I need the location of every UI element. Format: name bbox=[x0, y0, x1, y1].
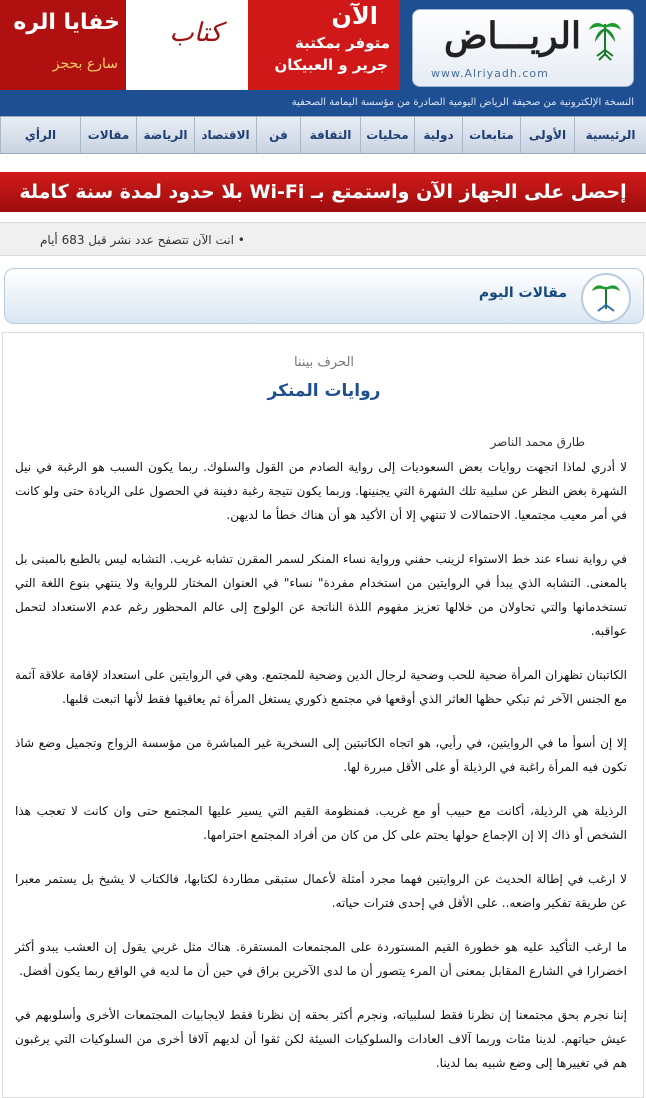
article-paragraph: في رواية نساء عند خط الاستواء لزينب حفني ورواية نساء المنكر لسمر المقرن تشابه غريب. التشابه ليس بالطبع بالمبنى بل بالمعنى. التشابه الذي يبدأ في الروايتين من استخدام مفردة" نساء" في العنوان المختار للرواية ولا ينتهي بنوع اللغة التي تستخدمانها والتي تحاولان من خلالها تعزيز مفهوم اللذة الناتجة عن الولوج إلى عالم المحظور رغم عدم الاستعداد لتحمل عواقبه. bbox=[15, 552, 627, 638]
site-header bbox=[0, 0, 646, 92]
nav-item-culture[interactable]: الثقافة bbox=[300, 117, 360, 153]
title-ad[interactable] bbox=[0, 0, 126, 90]
article-paragraph: لا أدري لماذا اتجهت روايات بعض السعوديات إلى رواية الصادم من القول والسلوك. ربما يكون السبب هو الرغبة في نيل الشهرة بغض النظر عن سلبية تلك الشهرة التي يجنينها. وربما يكون نتيجة رغبة دفينة في الحصول على الريادة حتى ولو كانت في أمر معيب مجتمعيا. الاحتمالات لا تنتهي إلا أن الأكيد هو أن هناك خطأ ما لديهن. bbox=[15, 460, 627, 522]
title-ad-line2: سارع بحجز bbox=[52, 56, 118, 72]
title-ad-line1: خفايا الره bbox=[13, 10, 120, 35]
book-ad-text: كتاب bbox=[169, 18, 222, 48]
logo-wordmark: الريـــاض bbox=[444, 15, 581, 57]
palm-icon bbox=[583, 275, 629, 321]
ad-divider bbox=[238, 0, 248, 90]
nav-item-articles[interactable]: مقالات bbox=[80, 117, 136, 153]
logo-url: www.Alriyadh.com bbox=[431, 67, 549, 80]
nav-item-sports[interactable]: الرياضة bbox=[136, 117, 194, 153]
article bbox=[2, 332, 644, 1098]
bookstore-ad-line2: متوفر بمكتبة bbox=[295, 34, 390, 52]
article-paragraph: إلا إن أسوأ ما في الروايتين، في رأيي، هو اتجاه الكاتبتين إلى السخرية غير المباشرة من مؤسسة الزواج وتجميل وضع شاذ تكون فيه المرأة راغبة في الرذيلة أو على الأقل مبررة لها. bbox=[15, 736, 627, 774]
article-paragraph: الكاتبتان تظهران المرأة ضحية للحب وضحية لرجال الدين وضحية للمجتمع. وهي في الروايتين على استعداد لإقامة علاقة آثمة مع الجنس الآخر ثم تبكي حظها العاثر الذي أوقعها في مجتمع ذكوري يستغل المرأة ثم يعاقبها فقط لأنها اتبعت قلبها. bbox=[15, 668, 627, 706]
site-logo[interactable] bbox=[412, 9, 634, 87]
bookstore-ad-line1: الآن bbox=[331, 2, 378, 30]
nav-item-international[interactable]: دولية bbox=[414, 117, 462, 153]
bookstore-ad-line3: جرير و العبيكان bbox=[274, 56, 388, 74]
nav-item-economy[interactable]: الاقتصاد bbox=[194, 117, 256, 153]
book-ad[interactable] bbox=[126, 0, 238, 90]
article-paragraph: لا ارغب في إطالة الحديث عن الروايتين فهما مجرد أمثلة لأعمال ستبقى مطاردة لكتابها، فالكتاب لا يشيخ بل يستمر معبرا عن طريقة تفكير واضعه.. على الأقل في إحدى فترات حياته. bbox=[15, 872, 627, 910]
main-nav bbox=[0, 116, 646, 154]
article-paragraph: إننا نجرم بحق مجتمعنا إن نظرنا فقط لسلبياته، ونجرم أكثر بحقه إن نظرنا فقط لايجابيات المجتمعات الأخرى وأسلوبهم في عيش حياتهم. لدينا مئات وربما آلاف العادات والسلوكيات السيئة لكن ثقوا أن لديهم آلافا أخرى من السلوكيات التي يرغبون هم في تغييرها إلى وضع شبيه بما لدينا. bbox=[15, 1008, 627, 1070]
palm-icon bbox=[585, 16, 625, 64]
article-kicker: الحرف بيننا bbox=[293, 355, 355, 370]
header-subline: النسخة الإلكترونية من صحيفة الرياض اليومية الصادرة من مؤسسة اليمامة الصحفية bbox=[0, 92, 646, 116]
section-badge bbox=[581, 273, 631, 323]
archive-notice-text: • انت الآن تتصفح عدد نشر قبل 683 أيام bbox=[40, 233, 245, 247]
nav-item-home[interactable]: الرئيسية bbox=[574, 117, 646, 153]
nav-item-art[interactable]: فن bbox=[256, 117, 300, 153]
article-paragraph: الرذيلة هي الرذيلة، أكانت مع حبيب أو مع غريب. فمنظومة القيم التي يسير عليها المجتمع حتى وان كانت لا تعجب هذا الشخص أو ذاك إلا إن الإجماع حولها يحتم على كل من كان من أفراد المجتمع احترامها. bbox=[15, 804, 627, 842]
article-headline: روايات المنكر bbox=[267, 381, 381, 401]
section-header bbox=[4, 268, 644, 324]
bookstore-ad[interactable] bbox=[248, 0, 400, 90]
article-author[interactable]: طارق محمد الناصر bbox=[490, 435, 585, 449]
archive-notice bbox=[0, 222, 646, 256]
nav-item-front[interactable]: الأولى bbox=[520, 117, 574, 153]
article-paragraph: ما ارغب التأكيد عليه هو خطورة القيم المستوردة على المجتمعات المستقرة. هناك مثل غربي يقول إن العشب يبدو أكثر اخضرارا في الشارع المقابل بمعنى أن المرء يتصور أن ما لدى الآخرين براق في حين أن ما لديه في الواقع ربما يكون أفضل. bbox=[15, 940, 627, 978]
nav-item-local[interactable]: محليات bbox=[360, 117, 414, 153]
nav-item-follow-ups[interactable]: متابعات bbox=[462, 117, 520, 153]
section-title: مقالات اليوم bbox=[478, 285, 567, 301]
nav-item-opinion[interactable]: الرأي bbox=[0, 117, 80, 153]
article-body bbox=[15, 455, 627, 1095]
promo-banner[interactable]: إحصل على الجهاز الآن واستمتع بـ Wi-Fi بلا حدود لمدة سنة كاملة bbox=[0, 172, 646, 212]
